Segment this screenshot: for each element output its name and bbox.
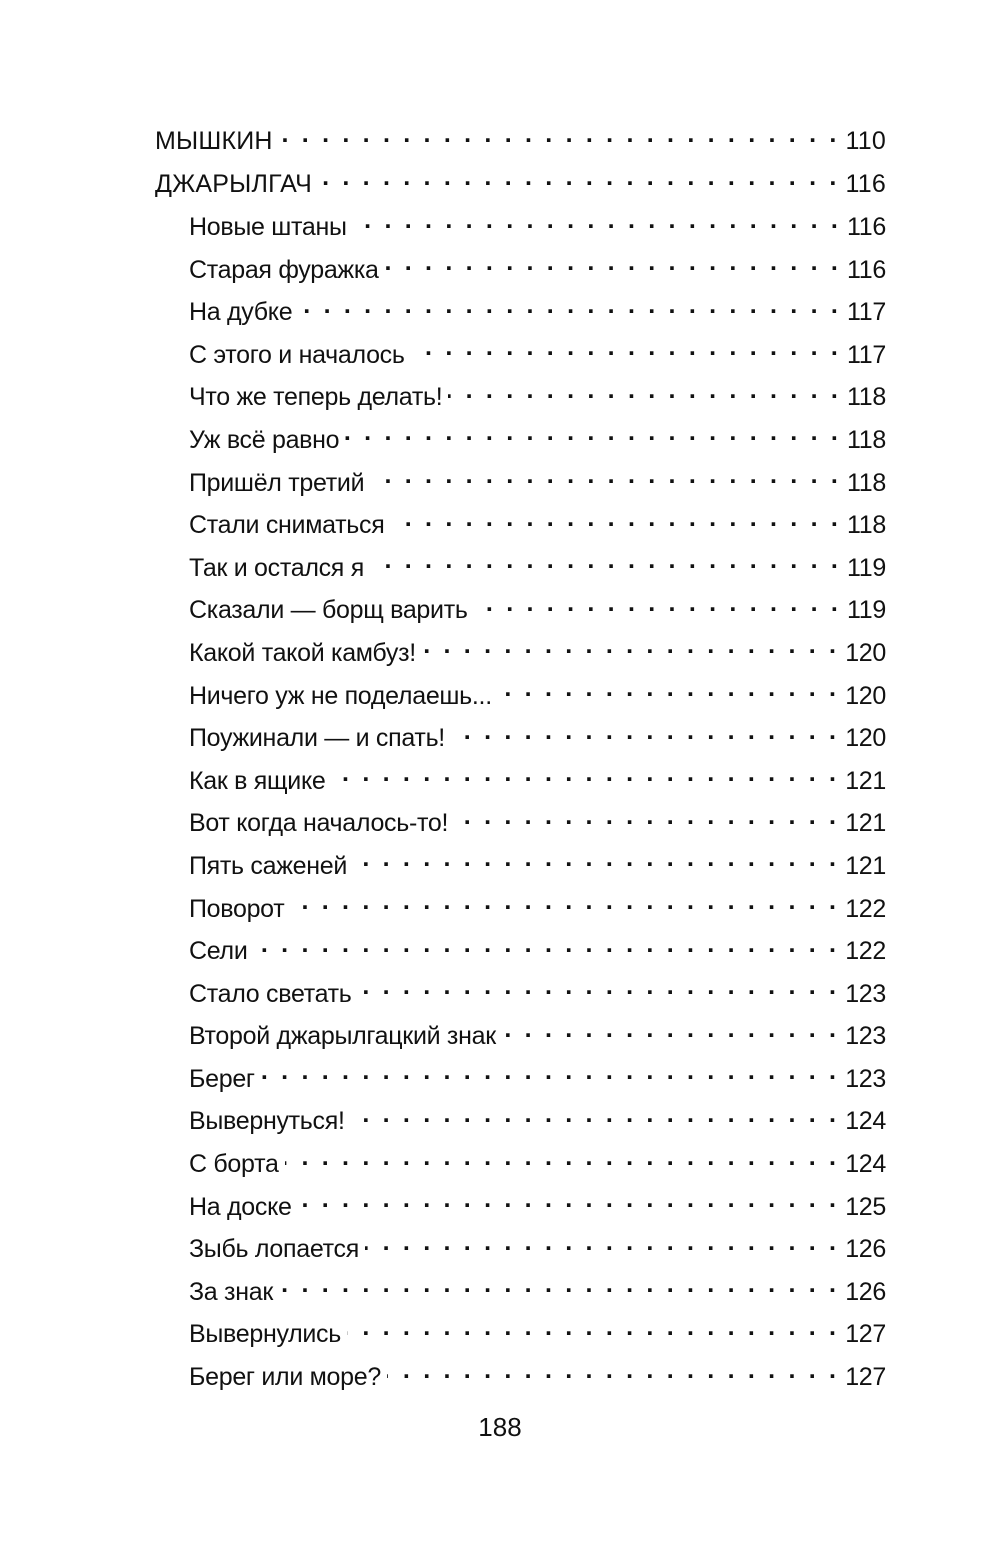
toc-entry-page: 126 <box>845 1235 886 1264</box>
dot-leader <box>345 423 841 448</box>
toc-entry-page: 124 <box>845 1150 886 1179</box>
dot-leader <box>353 849 839 874</box>
toc-entry-title: С этого и началось <box>189 340 405 369</box>
toc-entry-title: Зыбь лопается <box>189 1235 359 1264</box>
dot-leader <box>365 1232 839 1257</box>
toc-entry-title: На доске <box>189 1192 292 1221</box>
dot-leader <box>474 593 841 618</box>
toc-entry <box>155 419 886 462</box>
toc-entry-page: 118 <box>847 468 886 497</box>
toc-entry-page: 123 <box>845 1064 886 1093</box>
dot-leader <box>298 295 841 320</box>
page-number: 188 <box>478 1412 522 1442</box>
dot-leader <box>454 806 839 831</box>
toc-entry-page: 118 <box>847 383 886 412</box>
toc-entry <box>155 675 886 718</box>
toc-entry <box>155 632 886 675</box>
toc-entry <box>155 888 886 931</box>
toc-entry-title: За знак <box>189 1277 273 1306</box>
toc-entry-title: Уж всё равно <box>189 425 340 454</box>
toc-entry <box>155 930 886 973</box>
toc-entry-title: Сели <box>189 937 248 966</box>
toc-entry <box>155 1143 886 1186</box>
toc-entry-title: Вот когда началось-то! <box>189 809 449 838</box>
toc-entry <box>155 717 886 760</box>
toc-entry-page: 118 <box>847 511 886 540</box>
toc-entry-title: ДЖАРЫЛГАЧ <box>155 170 312 198</box>
toc-entry <box>155 291 886 334</box>
toc-entry-title: Поворот <box>189 894 285 923</box>
dot-leader <box>387 1360 839 1385</box>
toc-entry-page: 120 <box>845 681 886 710</box>
toc-entry-page: 125 <box>845 1192 886 1221</box>
toc-entry <box>155 1313 886 1356</box>
toc-entry-title: Вывернуться! <box>189 1107 345 1136</box>
toc-entry <box>155 249 886 292</box>
dot-leader <box>390 508 841 533</box>
toc-entry-title: Стало светать <box>189 979 352 1008</box>
toc-entry-page: 120 <box>845 638 886 667</box>
dot-leader <box>448 380 841 405</box>
toc-entry-page: 117 <box>847 340 886 369</box>
toc-entry-title: Берег или море? <box>189 1363 381 1392</box>
dot-leader <box>385 253 841 278</box>
toc-entry <box>155 547 886 590</box>
toc-entry <box>155 760 886 803</box>
toc-entry-chapter <box>155 163 886 206</box>
dot-leader <box>290 892 839 917</box>
toc-entry-page: 127 <box>845 1363 886 1392</box>
dot-leader <box>370 551 841 576</box>
toc-entry-page: 120 <box>845 724 886 753</box>
toc-entry <box>155 462 886 505</box>
toc-entry-title: С борта <box>189 1150 279 1179</box>
toc-entry-page: 121 <box>845 809 886 838</box>
dot-leader <box>351 1104 840 1129</box>
toc-entry <box>155 504 886 547</box>
dot-leader <box>318 167 840 192</box>
toc-entry-title: Поужинали — и спать! <box>189 724 445 753</box>
toc-entry-page: 116 <box>847 213 886 241</box>
toc-entry-title: Вывернулись <box>189 1320 341 1349</box>
toc-entry-title: Пять саженей <box>189 851 348 880</box>
toc-entry <box>155 1058 886 1101</box>
dot-leader <box>298 1190 840 1215</box>
toc-entry-page: 123 <box>845 979 886 1008</box>
toc-entry-chapter <box>155 120 886 163</box>
dot-leader <box>279 124 840 149</box>
toc-entry-title: Какой такой камбуз! <box>189 638 416 667</box>
toc-entry <box>155 589 886 632</box>
toc-entry-page: 110 <box>845 127 886 155</box>
toc-entry-page: 122 <box>845 937 886 966</box>
toc-entry <box>155 206 886 249</box>
toc-entry-title: Что же теперь делать! <box>189 383 443 412</box>
toc-entry <box>155 1015 886 1058</box>
toc-entry-title: Старая фуражка <box>189 255 379 284</box>
toc-entry <box>155 1271 886 1314</box>
toc-entry-page: 126 <box>845 1277 886 1306</box>
toc-entry-title: МЫШКИН <box>155 127 273 155</box>
toc-entry-title: Ничего уж не поделаешь... <box>189 681 492 710</box>
dot-leader <box>353 210 841 235</box>
toc-entry <box>155 973 886 1016</box>
toc-entry <box>155 334 886 377</box>
toc-entry-page: 119 <box>847 553 886 582</box>
toc-entry-title: Как в ящике <box>189 766 326 795</box>
toc-entry-page: 116 <box>845 170 886 198</box>
dot-leader <box>261 1062 839 1087</box>
toc-entry-page: 124 <box>845 1107 886 1136</box>
toc-entry <box>155 1186 886 1229</box>
dot-leader <box>411 338 841 363</box>
dot-leader <box>502 1019 839 1044</box>
dot-leader <box>370 466 841 491</box>
toc-entry-page: 121 <box>845 766 886 795</box>
toc-entry-page: 123 <box>845 1022 886 1051</box>
toc-entry-page: 117 <box>847 298 886 327</box>
dot-leader <box>451 721 839 746</box>
toc-entry-page: 119 <box>847 596 886 625</box>
toc-entry-title: На дубке <box>189 298 293 327</box>
toc-entry-page: 116 <box>847 255 886 284</box>
toc-entry <box>155 802 886 845</box>
toc-entry-title: Новые штаны <box>189 213 347 241</box>
toc-entry-title: Второй джарылгацкий знак <box>189 1022 496 1051</box>
toc-entry <box>155 1356 886 1399</box>
toc-entry-page: 118 <box>847 425 886 454</box>
toc-entry-page: 121 <box>845 851 886 880</box>
table-of-contents <box>155 120 886 1399</box>
dot-leader <box>358 977 840 1002</box>
toc-entry <box>155 376 886 419</box>
toc-entry-title: Сказали — борщ варить <box>189 596 468 625</box>
toc-entry-title: Пришёл третий <box>189 468 365 497</box>
dot-leader <box>285 1147 840 1172</box>
dot-leader <box>422 636 839 661</box>
toc-entry <box>155 1100 886 1143</box>
dot-leader <box>347 1317 839 1342</box>
toc-entry-title: Берег <box>189 1064 255 1093</box>
toc-entry-title: Так и остался я <box>189 553 364 582</box>
toc-entry-page: 127 <box>845 1320 886 1349</box>
dot-leader <box>279 1275 839 1300</box>
dot-leader <box>253 934 839 959</box>
toc-entry <box>155 845 886 888</box>
toc-entry <box>155 1228 886 1271</box>
toc-entry-page: 122 <box>845 894 886 923</box>
dot-leader <box>498 679 839 704</box>
dot-leader <box>331 764 839 789</box>
toc-entry-title: Стали сниматься <box>189 511 385 540</box>
